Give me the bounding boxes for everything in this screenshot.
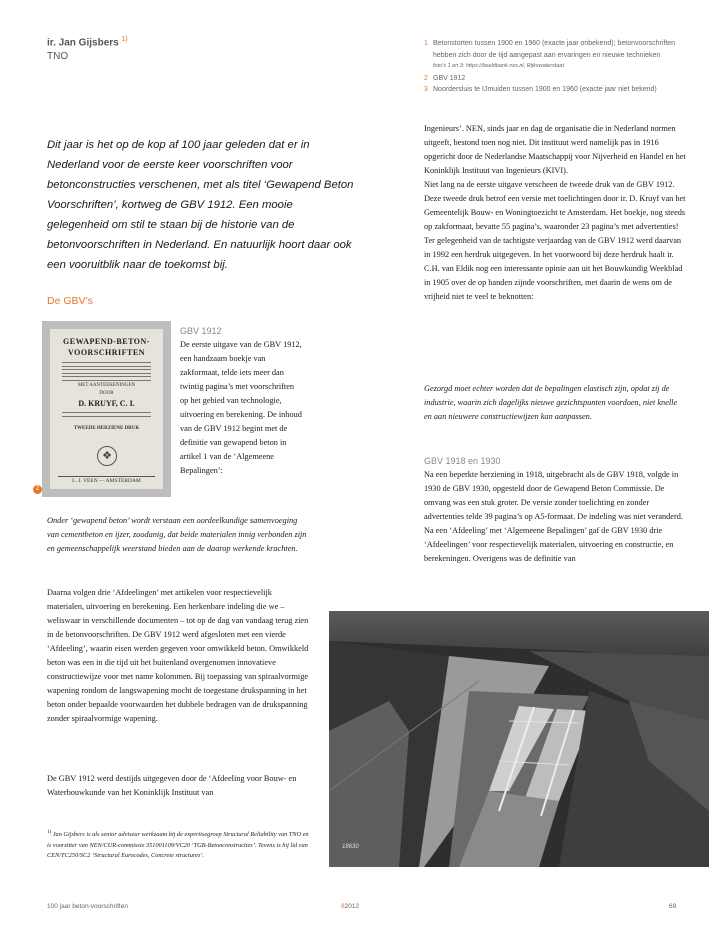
- gbv1912-heading: GBV 1912: [180, 326, 222, 336]
- book-subtitle-door: DOOR: [99, 391, 114, 396]
- book-text-lines-2: [62, 412, 151, 419]
- gbv1918-heading: GBV 1918 en 1930: [424, 456, 501, 466]
- gbv1912-text: De eerste uitgave van de GBV 1912, een handzaam boekje van zakformaat, telde iets meer dan twintig pagina’s met voorschriften op het gebied van technologie, uitvoering en berekening. De inhoud van de GBV 1912 begint met de definitie van gewapend beton in artikel 1 van de ‘Algemeene Bepalingen’:: [180, 340, 302, 475]
- caption-text: GBV 1912: [433, 74, 466, 82]
- column2-paragraph-2: Niet lang na de eerste uitgave verscheen de tweede druk van de GBV 1912. Deze tweede druk betrof een versie met toelichtingen door ir. D. Kruyf van het Gemeentelijk Bouw- en Woningtoezicht te Amsterdam. Het boekje, nog steeds op zakformaat, bevatte 55 pagina’s, waaronder 23 pagina’s met advertenties! Ter gelegenheid van de tachtigste verjaardag van de GBV 1912 werd daarvan in 1992 een herdruk uitgegeven. In het voorwoord bij deze herdruk haalt ir. C.H. van Eldik nog een interessante opinie aan uit het Bouwkundig Weekblad in 1905 over de op handen zijnde voorschriften, met daarin de wens om de vrijheid niet te veel te beknotten:: [424, 180, 686, 301]
- gbv1918-block: [424, 454, 686, 566]
- caption-number: 2: [424, 74, 428, 82]
- caption-item: [424, 38, 686, 61]
- caption-text: foto's 1 en 3: https://beeldbank.rws.nl, Rijkswaterstaat: [433, 63, 564, 69]
- page-number: 69: [669, 903, 677, 910]
- author-footnote-ref: 1): [121, 36, 128, 43]
- author-organisation: TNO: [47, 51, 69, 63]
- caption-number: 3: [424, 86, 428, 93]
- section-heading: De GBV’s: [47, 295, 93, 307]
- footer-title: 100 jaar beton-voorschriften: [47, 903, 128, 910]
- column1-paragraph-2: De GBV 1912 werd destijds uitgegeven door de ‘Afdeeling voor Bouw- en Waterbouwkunde van het Koninklijk Instituut van: [47, 774, 297, 797]
- intro-text: Dit jaar is het op de kop af 100 jaar geleden dat er in Nederland voor de eerste keer voorschriften voor betonconstructies verschenen, met als titel ‘Gewapend Beton Voorschriften’, kortweg de GBV 1912. Een mooie gelegenheid om stil te staan bij de historie van de betonvoorschriften in Nederland. En natuurlijk hoort daar ook een vooruitblik naar de toekomst bij.: [47, 139, 354, 271]
- caption-text: Noordersluis te IJmuiden tussen 1900 en 1960 (exacte jaar niet bekend): [433, 86, 657, 93]
- author-name: ir. Jan Gijsbers: [47, 37, 119, 49]
- definition-quote: Onder ‘gewapend beton’ wordt verstaan een oordeelkundige samenvoeging van cementbeton en ijzer, zoodanig, dat beide materialen innig verbonden zijn en gemeenschappelijk weerstand bieden aan de daarop werkende krachten.: [47, 516, 307, 553]
- book-edition: TWEEDE HERZIENE DRUK: [73, 426, 140, 431]
- gbv1918-text: Na een beperkte herziening in 1918, uitgebracht als de GBV 1918, volgde in 1930 de GBV 1930, opgesteld door de Gewapend Beton Commissie. De omvang was een stuk groter. De versie zonder toelichting en zonder advertenties telde 39 pagina’s op A5-formaat. De indeling was niet veranderd. Na een ‘Afdeeling’ met ‘Algemeene Bepalingen’ gaf de GBV 1930 drie ‘Afdeelingen’ voor respectievelijk materialen, uitvoering en constructie, en berekeningen. Overigens was de definitie van: [424, 470, 683, 563]
- book-text-lines: [62, 362, 151, 383]
- caption-number: 1: [424, 40, 428, 47]
- author-footnote: [47, 828, 309, 861]
- book-cover-image: [50, 329, 163, 489]
- author-block: [47, 36, 128, 62]
- emblem-icon: ❖: [97, 446, 117, 466]
- photo-number: 18630: [342, 844, 359, 850]
- book-subtitle: MET AANTEEKENINGEN: [77, 383, 136, 388]
- caption-item: [424, 61, 686, 73]
- book-publisher: L. J. VEEN — AMSTERDAM: [58, 476, 155, 484]
- column1-paragraph-1: Daarna volgen drie ‘Afdeelingen’ met artikelen voor respectievelijk materialen, uitvoering en berekening. Een herkenbare indeling die we – weliswaar in verschillende documenten – tot op de dag van vandaag terug zien in de betonvoorschriften. De GBV 1912 werd afgesloten met een vierde ‘Afdeeling’, waarin eisen werden gegeven voor omwikkeld beton. Omwikkeld beton was een in die tijd uit het buitenland overgenomen innovatieve constructiewijze voor met name kolommen. Bij toepassing van spiraalvormige wapening rondom de langswapening mocht de toegestane drukspanning in het beton onder bepaalde voorwaarden het dubbele bedragen van de drukspanning zonder spiraalvormige wapening.: [47, 588, 309, 723]
- issue-year: 2012: [344, 903, 360, 910]
- figure-marker-2: 2: [33, 485, 42, 494]
- aerial-photo-sluice: [329, 611, 709, 867]
- issue-number: 8: [341, 903, 345, 910]
- figure-captions: [424, 38, 686, 96]
- caption-text: Betonstorten tussen 1900 en 1960 (exacte jaar onbekend); betonvoorschriften hebben zich door de tijd aangepast aan ervaringen en nieuwe technieken: [433, 40, 676, 59]
- footer-issue: [341, 903, 359, 910]
- column2-paragraph-1: Ingenieurs’. NEN, sinds jaar en dag de organisatie die in Nederland normen uitgeeft, bestond toen nog niet. Dit instituut werd namelijk pas in 1916 opgericht door de Nederlandse Maatschappij voor Nijverheid en Handel en het Koninklijk Instituut van Ingenieurs (KIVI).: [424, 124, 686, 175]
- book-title-line-2: VOORSCHRIFTEN: [67, 348, 145, 357]
- book-title-line-1: GEWAPEND-BETON-: [63, 337, 150, 346]
- book-author: D. KRUYF, C. I.: [78, 399, 135, 408]
- footnote-marker: 1): [47, 830, 52, 835]
- weekblad-quote: Gezorgd moet echter worden dat de bepalingen elastisch zijn, opdat zij de industrie, waarin zich dagelijks nieuwe gezichtspunten voordoen, niet knelle en aan nieuwere constructiewijzen kan aanpassen.: [424, 384, 678, 421]
- caption-item: [424, 84, 686, 96]
- caption-number: [424, 61, 433, 73]
- column2-text: [424, 122, 686, 304]
- gbv1912-block: [180, 324, 302, 478]
- caption-item: [424, 73, 686, 85]
- footnote-text: Jan Gijsbers is als senior adviseur werkzaam bij de expertisegroep Structural Reliability van TNO en is voorzitter van NEN/CUR-commissie 351001109/VC20 ‘TGB-Betonconstructies’. Tevens is hij lid van CEN/TC250/SC2 ‘Structural Eurocodes, Concrete structures’.: [47, 831, 309, 859]
